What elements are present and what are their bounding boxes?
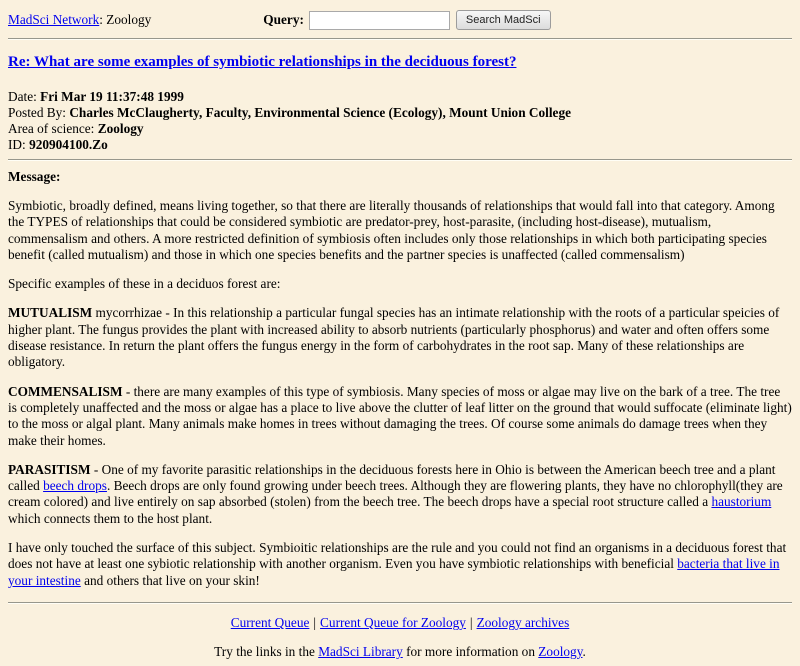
current-queue-zoology-link[interactable]: Current Queue for Zoology <box>320 614 466 630</box>
try-text-3: . <box>582 643 586 659</box>
date-label: Date: <box>8 89 41 104</box>
footer-separator: | <box>313 614 317 630</box>
id-label: ID: <box>8 137 30 152</box>
parasitism-text-2: . Beech drops are only found growing under beech trees. Although they are flowering plants, they have no chlorophyll(they are cream colored) and live entirely on sap absorbed (stolen) from the beech tree. The beech drops have a special root structure called a <box>8 478 783 510</box>
mutualism-text: mycorrhizae - In this relationship a particular fungal species has an intimate relationship with the roots of a particular speicies of higher plant. The fungus provides the plant with increased ability to absorb nutrients (particularly phosphorus) and water and often offers some disease resistance. In return the plant offers the fungus energy in the form of carbohydrates in the root sap. Many of these relationships are obligatory. <box>8 305 780 370</box>
paragraph-commensalism <box>8 384 792 449</box>
closing-text-1: I have only touched the surface of this subject. Symbioitic relationships are the rule and you could not find an organisms in a deciduous forest that does not have at least one sybiotic relationship with another organism. Even you have symbiotic relationships with beneficial <box>8 540 787 572</box>
footer-divider <box>8 602 792 604</box>
footer-nav <box>8 615 792 631</box>
meta-date-row <box>8 89 792 105</box>
header-divider <box>8 38 792 40</box>
closing-text-2: and others that live on your skin! <box>80 572 260 588</box>
id-value: 920904100.Zo <box>29 137 108 152</box>
intestine-bacteria-link[interactable]: bacteria that live in your intestine <box>8 556 780 588</box>
current-queue-link[interactable]: Current Queue <box>230 614 310 630</box>
area-of-science-label: Area of science: <box>8 121 98 136</box>
site-title <box>8 12 151 28</box>
zoology-link[interactable]: Zoology <box>538 643 583 659</box>
metadata-divider <box>8 159 792 161</box>
footer-try-line <box>8 644 792 666</box>
paragraph-mutualism <box>8 305 792 370</box>
message-body <box>8 198 792 589</box>
posted-by-value: Charles McClaugherty, Faculty, Environmental Science (Ecology), Mount Union College <box>69 105 572 120</box>
madsci-network-link[interactable]: MadSci Network <box>8 12 100 27</box>
post-metadata <box>8 89 792 153</box>
paragraph-parasitism <box>8 462 792 527</box>
query-input[interactable] <box>309 11 450 30</box>
question-title-link[interactable]: Re: What are some examples of symbiotic relationships in the deciduous forest? <box>8 54 517 70</box>
parasitism-text-3: which connects them to the host plant. <box>8 510 213 526</box>
meta-id-row <box>8 137 792 153</box>
try-text-2: for more information on <box>402 643 539 659</box>
zoology-archives-link[interactable]: Zoology archives <box>476 614 570 630</box>
date-value: Fri Mar 19 11:37:48 1999 <box>40 89 184 104</box>
parasitism-term: PARASITISM <box>8 461 91 477</box>
area-of-science-value: Zoology <box>97 121 144 136</box>
header-bar <box>8 8 792 32</box>
commensalism-term: COMMENSALISM <box>8 383 123 399</box>
haustorium-link[interactable]: haustorium <box>711 494 772 510</box>
beech-drops-link[interactable]: beech drops <box>43 478 107 494</box>
footer-separator: | <box>469 614 473 630</box>
paragraph-examples-lead: Specific examples of these in a deciduos forest are: <box>8 276 281 292</box>
commensalism-text: - there are many examples of this type of symbiosis. Many species of moss or algae may live on the bark of a tree. The tree is completely unaffected and the moss or algae has a place to live above the clutter of leaf litter on the ground that would suffocate (eliminate light) to the moss or algal plant. Many animals make homes in trees without damaging the trees. Of course some animals do damage trees when they make their homes. <box>8 383 792 448</box>
parasitism-text-1: - One of my favorite parasitic relationships in the deciduous forests here in Ohio is between the American beech tree and a plant called <box>8 461 776 494</box>
try-text-1: Try the links in the <box>214 643 319 659</box>
meta-area-row <box>8 121 792 137</box>
footer <box>8 615 792 666</box>
madsci-library-link[interactable]: MadSci Library <box>318 643 403 659</box>
paragraph-intro: Symbiotic, broadly defined, means living together, so that there are literally thousands of relationships that would fall into that category. Among the TYPES of relationships that could be considered symbiotic are predator-prey, host-parasite, (including host-disease), mutualism, commensalism and others. A more restricted definition of symbiosis often includes only those relationships in which both participating species benefit (called mutualism) and those in which one species benefits and the partner species is unaffected (called commensalism) <box>8 198 775 262</box>
query-label: Query: <box>263 12 304 27</box>
paragraph-closing <box>8 540 792 589</box>
mutualism-term: MUTUALISM <box>8 305 93 321</box>
search-madsci-button[interactable]: Search MadSci <box>456 10 551 30</box>
posted-by-label: Posted By: <box>8 105 70 120</box>
message-label: Message: <box>8 169 61 184</box>
query-form <box>263 10 550 30</box>
site-section-label: : Zoology <box>99 12 152 27</box>
meta-posted-by-row <box>8 105 792 121</box>
